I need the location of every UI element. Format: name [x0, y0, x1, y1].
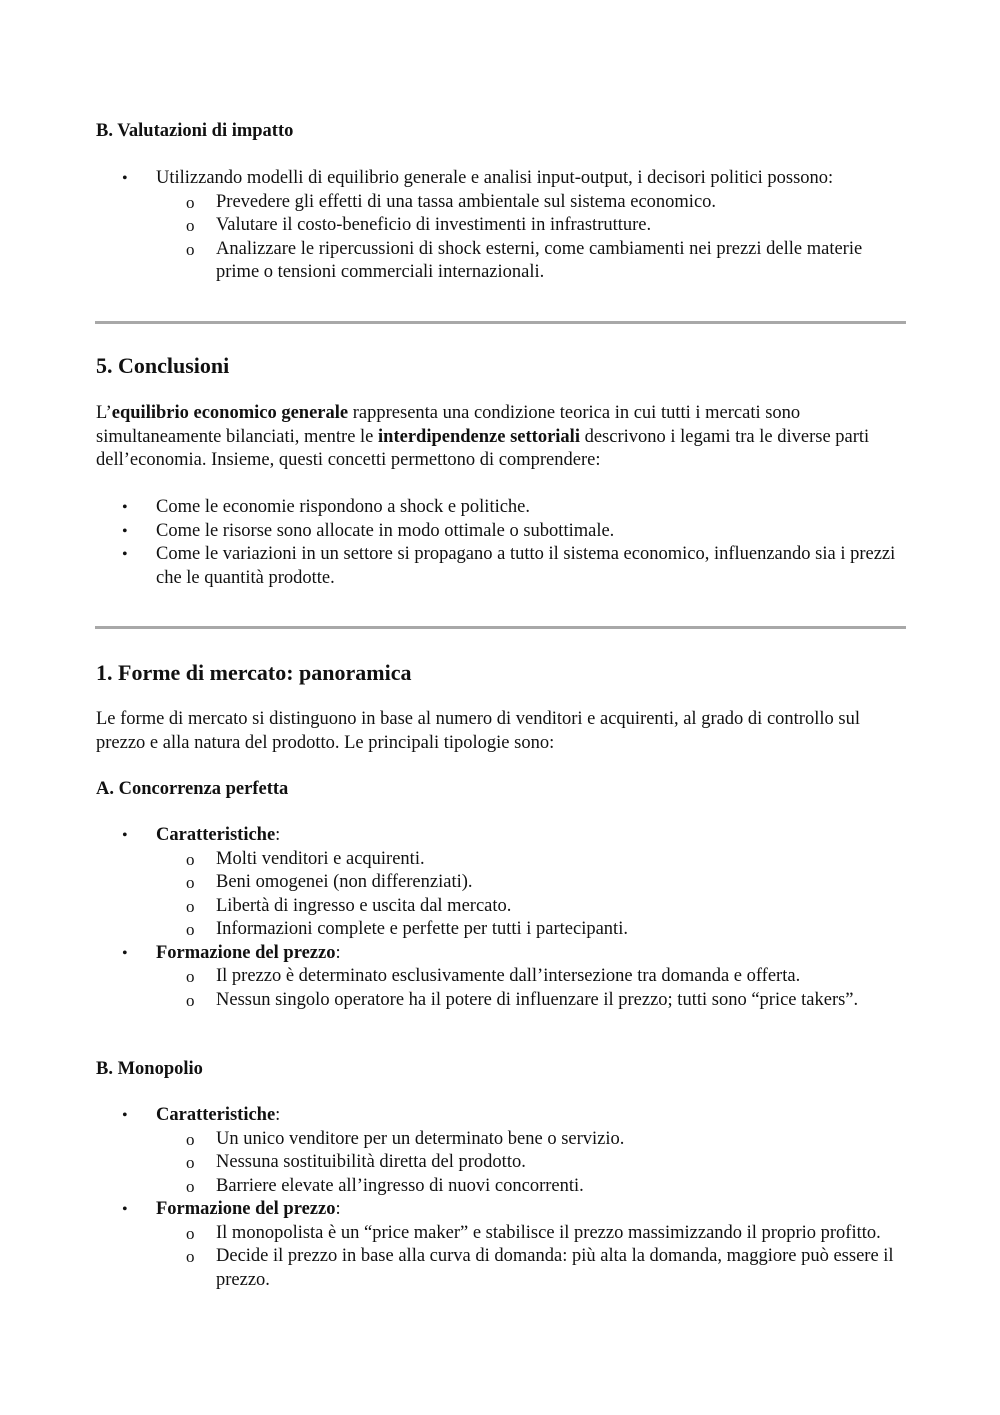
list-item — [96, 1198, 906, 1292]
bullet-icon: • — [122, 827, 128, 844]
colon: : — [335, 1199, 341, 1219]
list-item — [156, 965, 906, 989]
list-item — [96, 167, 906, 285]
bullet-icon: • — [122, 1107, 128, 1124]
list-item — [156, 918, 906, 942]
list-item — [156, 238, 906, 285]
list-item — [96, 824, 906, 942]
bold-term: interdipendenze settoriali — [378, 426, 580, 447]
list-item — [156, 1245, 906, 1292]
circle-bullet-icon: o — [186, 192, 195, 212]
list-item — [156, 191, 906, 215]
list-item-text: Libertà di ingresso e uscita dal mercato. — [216, 895, 512, 916]
bullet-icon: • — [122, 170, 128, 187]
list-item — [96, 520, 906, 544]
list-item — [156, 895, 906, 919]
text-run: descrivono i legami tra le diverse parti dell’economia. Insieme, questi concetti permettono di comprendere: — [96, 426, 870, 470]
circle-bullet-icon: o — [186, 1247, 195, 1266]
list-item — [96, 543, 906, 590]
list-item-text: Il monopolista è un “price maker” e stabilisce il prezzo massimizzando il proprio profitto. — [216, 1222, 881, 1243]
list-item — [96, 942, 906, 1013]
list-item-text: Utilizzando modelli di equilibrio generale e analisi input-output, i decisori politici possono: — [156, 168, 834, 188]
list-item-text: Molti venditori e acquirenti. — [216, 848, 425, 869]
list-item-text: Informazioni complete e perfette per tutti i partecipanti. — [216, 919, 628, 939]
circle-bullet-icon: o — [186, 896, 195, 916]
bullet-icon: • — [122, 499, 128, 516]
list-item-text: Valutare il costo-beneficio di investimenti in infrastrutture. — [216, 215, 652, 235]
list-item — [156, 871, 906, 895]
list-item-text: Beni omogenei (non differenziati). — [216, 872, 473, 892]
paragraph-conclusioni — [96, 402, 906, 473]
list-item — [96, 496, 906, 520]
paragraph-forme-mercato: Le forme di mercato si distinguono in base al numero di venditori e acquirenti, al grado di controllo sul prezzo e alla natura del prodotto. Le principali tipologie sono: — [96, 709, 860, 753]
list-concorrenza — [96, 824, 906, 1012]
heading-forme-mercato: 1. Forme di mercato: panoramica — [96, 660, 412, 685]
text-run: rappresenta una condizione teorica in cui tutti i mercati sono simultaneamente bilanciati, mentre le — [96, 403, 801, 447]
list-item — [156, 1128, 906, 1152]
list-item-text: Come le economie rispondono a shock e politiche. — [156, 497, 531, 517]
circle-bullet-icon: o — [186, 239, 195, 259]
list-item-text: Barriere elevate all’ingresso di nuovi concorrenti. — [216, 1175, 584, 1196]
circle-bullet-icon: o — [186, 873, 195, 892]
bullet-icon: • — [122, 522, 128, 540]
circle-bullet-icon: o — [186, 1153, 195, 1172]
sublist — [156, 848, 906, 942]
sublist — [156, 191, 906, 285]
circle-bullet-icon: o — [186, 967, 195, 986]
list-monopolio — [96, 1104, 906, 1292]
circle-bullet-icon: o — [186, 920, 195, 939]
list-item-text: Prevedere gli effetti di una tassa ambientale sul sistema economico. — [216, 191, 717, 212]
circle-bullet-icon: o — [186, 216, 195, 235]
heading-monopolio: B. Monopolio — [96, 1059, 203, 1079]
colon: : — [275, 825, 281, 845]
list-item-label: Caratteristiche — [156, 1105, 276, 1125]
list-item-text: Analizzare le ripercussioni di shock esterni, come cambiamenti nei prezzi delle materie prime o tensioni commerciali internazionali. — [216, 238, 863, 282]
heading-conclusioni: 5. Conclusioni — [96, 353, 230, 378]
sublist — [156, 1128, 906, 1199]
circle-bullet-icon: o — [186, 1223, 195, 1243]
horizontal-divider — [95, 626, 906, 629]
colon: : — [275, 1105, 281, 1125]
bullet-icon: • — [122, 546, 128, 563]
list-item-text: Un unico venditore per un determinato bene o servizio. — [216, 1128, 625, 1149]
heading-valutazioni-impatto: B. Valutazioni di impatto — [96, 121, 294, 141]
list-item-label: Formazione del prezzo — [156, 1199, 336, 1219]
list-item-text: Decide il prezzo in base alla curva di domanda: più alta la domanda, maggiore può essere il prezzo. — [216, 1246, 894, 1290]
sublist — [156, 1222, 906, 1293]
list-item — [156, 1222, 906, 1246]
colon: : — [335, 942, 341, 963]
list-item — [156, 989, 906, 1013]
list-item-label: Caratteristiche — [156, 825, 276, 845]
bullet-icon: • — [122, 1201, 128, 1218]
list-item-text: Il prezzo è determinato esclusivamente dall’intersezione tra domanda e offerta. — [216, 966, 801, 986]
circle-bullet-icon: o — [186, 1176, 195, 1196]
heading-concorrenza-perfetta: A. Concorrenza perfetta — [96, 779, 289, 799]
bold-term: equilibrio economico generale — [111, 403, 349, 423]
text-run: L’ — [96, 403, 112, 423]
list-valutazioni — [96, 167, 906, 285]
circle-bullet-icon: o — [186, 849, 195, 869]
list-item — [156, 214, 906, 238]
list-item — [156, 848, 906, 872]
bullet-icon: • — [122, 944, 128, 962]
circle-bullet-icon: o — [186, 990, 195, 1010]
horizontal-divider — [95, 321, 906, 324]
list-item — [156, 1175, 906, 1199]
list-item-text: Come le variazioni in un settore si propagano a tutto il sistema economico, influenzando sia i prezzi che le quantità prodotte. — [156, 544, 896, 588]
list-item-text: Nessun singolo operatore ha il potere di influenzare il prezzo; tutti sono “price takers”. — [216, 989, 859, 1010]
list-item-text: Nessuna sostituibilità diretta del prodotto. — [216, 1152, 526, 1172]
list-item — [96, 1104, 906, 1198]
list-item — [156, 1151, 906, 1175]
sublist — [156, 965, 906, 1012]
list-item-label: Formazione del prezzo — [156, 942, 336, 963]
circle-bullet-icon: o — [186, 1129, 195, 1149]
list-conclusioni — [96, 496, 906, 590]
list-item-text: Come le risorse sono allocate in modo ottimale o subottimale. — [156, 520, 615, 541]
